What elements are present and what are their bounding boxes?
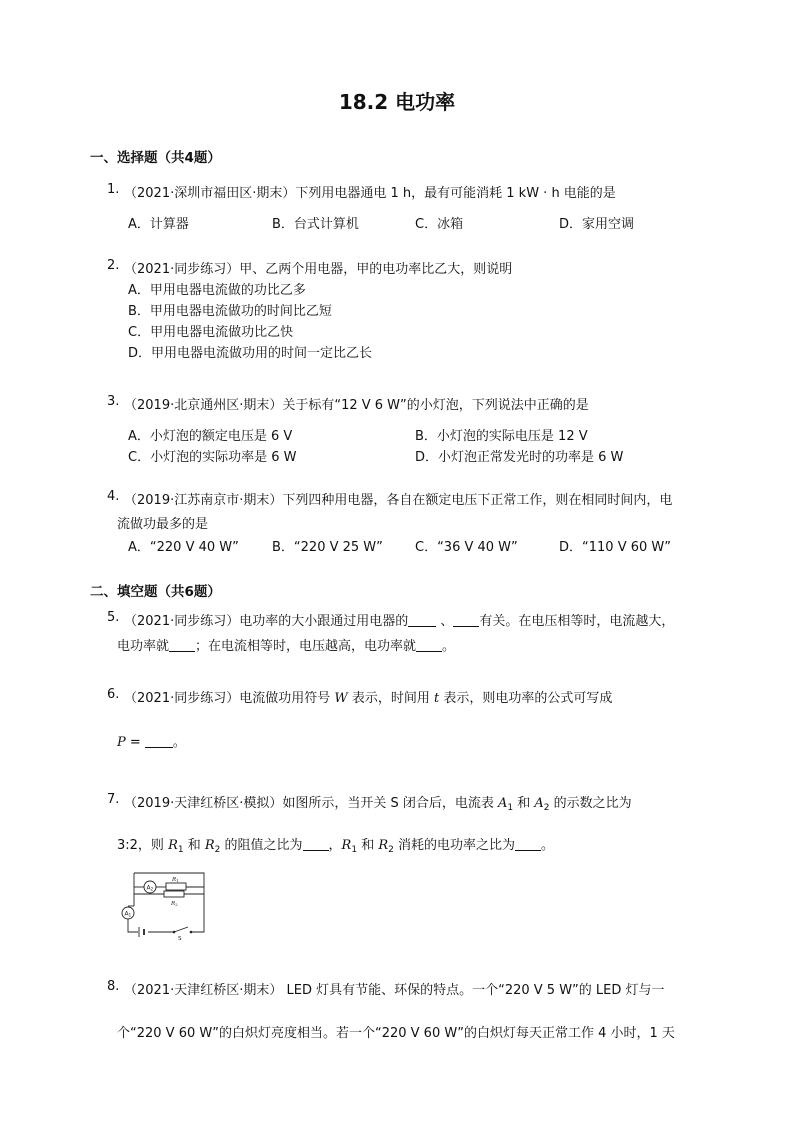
q7-text: 和	[513, 796, 535, 811]
label-sub: 1	[176, 878, 179, 883]
question-number: 5.	[107, 610, 120, 625]
label-sub: 1	[128, 912, 132, 918]
q7-text: 的示数之比为	[549, 796, 632, 811]
circuit-diagram	[116, 866, 212, 942]
q5-text: 、	[436, 614, 454, 629]
resistor-r2	[164, 891, 184, 897]
q5-text: 有关。在电压相等时，电流越大，	[479, 614, 675, 629]
symbol-a2: A	[534, 796, 544, 811]
subscript: 1	[351, 845, 358, 855]
q7-text: 和	[183, 838, 205, 853]
ammeter-a1-label	[125, 911, 132, 918]
q4-option-a: A．“220 V 40 W”	[128, 540, 239, 555]
equals-sign: =	[125, 735, 145, 750]
label-a: A	[146, 884, 151, 892]
circuit-wire	[134, 873, 204, 932]
q7-text: 和	[357, 838, 379, 853]
symbol-r2: R	[204, 838, 215, 853]
question-number: 2.	[107, 258, 120, 273]
q2-option-b: B．甲用电器电流做功的时间比乙短	[128, 304, 332, 319]
q7-text: （2019·天津红桥区·模拟）如图所示，当开关 S 闭合后，电流表	[124, 796, 498, 811]
q7-text: 3:2，则	[117, 838, 169, 853]
question-4-text-line2: 流做功最多的是	[117, 517, 209, 532]
question-number: 8.	[107, 979, 120, 994]
symbol-a1: A	[498, 796, 508, 811]
q6-text: 表示，时间用	[347, 691, 434, 706]
question-8-line2: 个“220 V 60 W”的白炽灯亮度相当。若一个“220 V 60 W”的白炽灯每天正常工作 4 小时，1 天	[117, 1026, 675, 1041]
q7-text: 消耗的电功率之比为	[393, 838, 516, 853]
question-5-line2	[117, 635, 455, 654]
switch-lever	[174, 927, 188, 932]
question-2-text: （2021·同步练习）甲、乙两个用电器，甲的电功率比乙大，则说明	[124, 262, 513, 277]
q6-text: 。	[172, 735, 186, 750]
resistor-r1-label	[171, 877, 179, 883]
question-number: 1.	[107, 182, 120, 197]
label-r: R	[172, 877, 177, 883]
q1-option-c: C．冰箱	[415, 217, 464, 232]
question-number: 7.	[107, 792, 120, 807]
question-8-line1: （2021·天津红桥区·期末） LED 灯具有节能、环保的特点。一个“220 V 5 W”的 LED 灯与一	[124, 983, 665, 998]
question-7-line1	[124, 792, 632, 813]
q5-text: 。	[442, 639, 456, 654]
q6-text: （2021·同步练习）电流做功用符号	[124, 691, 335, 706]
symbol-r2: R	[378, 838, 389, 853]
question-4-text-line1: （2019·江苏南京市·期末）下列四种用电器，各自在额定电压下正常工作，则在相同时间内，电	[124, 493, 673, 508]
label-sub: 2	[175, 902, 178, 907]
answer-blank[interactable]	[416, 639, 442, 652]
symbol-r1: R	[168, 838, 178, 853]
subscript: 2	[214, 845, 221, 855]
resistor-r2-label	[170, 901, 178, 907]
symbol-r1: R	[341, 838, 352, 853]
q4-option-b: B．“220 V 25 W”	[272, 540, 383, 555]
ammeter-a2-label	[147, 885, 154, 892]
answer-blank[interactable]	[515, 838, 541, 851]
answer-blank[interactable]	[453, 614, 479, 627]
q3-option-c: C．小灯泡的实际功率是 6 W	[128, 450, 297, 465]
q1-option-a: A．计算器	[128, 217, 189, 232]
q1-option-b: B．台式计算机	[272, 217, 359, 232]
q3-option-b: B．小灯泡的实际电压是 12 V	[415, 429, 588, 444]
q5-text: ；在电流相等时，电压越高，电功率就	[195, 639, 417, 654]
q2-option-c: C．甲用电器电流做功比乙快	[128, 325, 294, 340]
question-1-text: （2021·深圳市福田区·期末）下列用电器通电 1 h，最有可能消耗 1 kW · h 电能的是	[124, 186, 616, 201]
question-number: 6.	[107, 687, 120, 702]
q3-option-d: D．小灯泡正常发光时的功率是 6 W	[415, 450, 624, 465]
q6-text: 表示，则电功率的公式可写成	[439, 691, 613, 706]
question-number: 4.	[107, 489, 120, 504]
subscript: 1	[177, 845, 184, 855]
section-heading-choice: 一、选择题（共4题）	[90, 150, 221, 166]
symbol-t: t	[434, 691, 440, 706]
symbol-w: W	[334, 691, 348, 706]
label-a: A	[124, 910, 129, 918]
q4-option-d: D．“110 V 60 W”	[559, 540, 671, 555]
question-6-line1	[124, 687, 612, 706]
section-heading-fill: 二、填空题（共6题）	[90, 584, 221, 600]
q1-option-d: D．家用空调	[559, 217, 635, 232]
question-5-line1	[124, 610, 674, 629]
answer-blank[interactable]	[303, 838, 329, 851]
q7-text: ，	[328, 838, 342, 853]
answer-blank[interactable]	[169, 639, 195, 652]
label-sub: 2	[150, 886, 154, 892]
switch-contact	[173, 931, 176, 934]
q2-option-d: D．甲用电器电流做功用的时间一定比乙长	[128, 346, 373, 361]
subscript: 2	[388, 845, 394, 855]
answer-blank[interactable]	[145, 735, 173, 748]
answer-blank[interactable]	[408, 614, 436, 627]
q3-option-a: A．小灯泡的额定电压是 6 V	[128, 429, 293, 444]
subscript: 1	[507, 803, 514, 813]
resistor-r1	[166, 883, 186, 890]
q4-option-c: C．“36 V 40 W”	[415, 540, 518, 555]
question-number: 3.	[107, 394, 120, 409]
q5-text: （2021·同步练习）电功率的大小跟通过用电器的	[124, 614, 409, 629]
switch-contact	[190, 931, 193, 934]
q2-option-a: A．甲用电器电流做的功比乙多	[128, 283, 306, 298]
label-r: R	[171, 901, 176, 907]
subscript: 2	[543, 803, 550, 813]
question-7-line2	[117, 834, 554, 855]
symbol-p: P	[117, 735, 126, 750]
question-6-line2	[117, 731, 186, 750]
page-title: 18.2 电功率	[338, 90, 456, 114]
q7-text: 的阻值之比为	[220, 838, 303, 853]
switch-label: S	[178, 936, 182, 942]
q7-text: 。	[541, 838, 555, 853]
question-3-text: （2019·北京通州区·期末）关于标有“12 V 6 W”的小灯泡，下列说法中正确的是	[124, 398, 589, 413]
q5-text: 电功率就	[117, 639, 170, 654]
